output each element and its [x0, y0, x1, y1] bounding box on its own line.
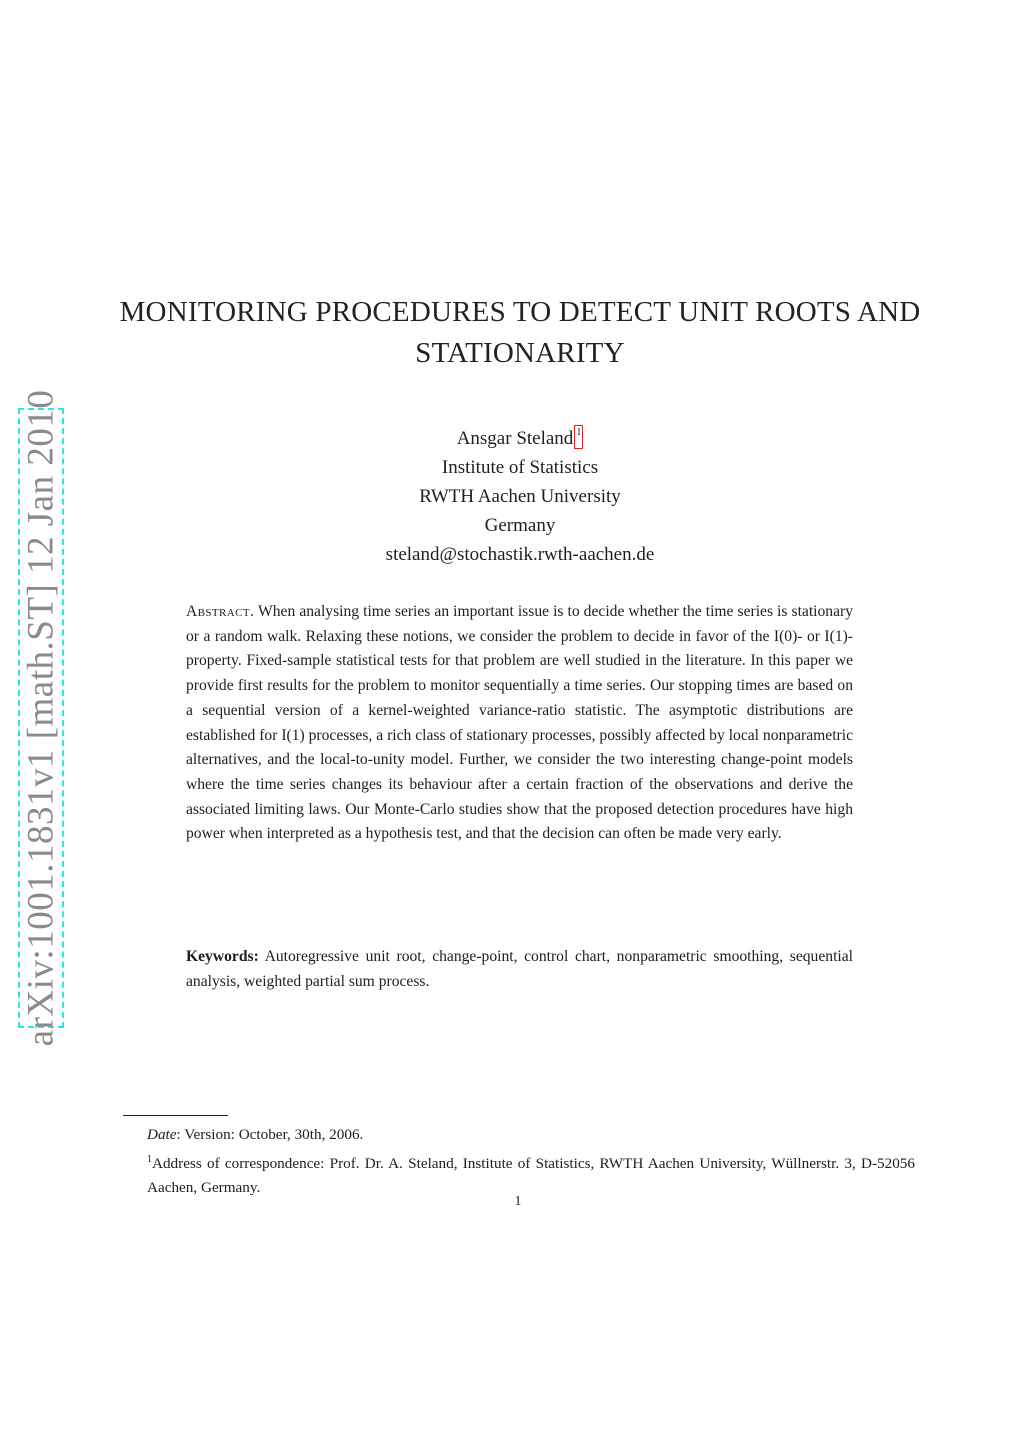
page-number: 1 [514, 1194, 522, 1209]
address-footnote-mark: 1 [147, 1153, 152, 1165]
footnote-link[interactable]: 1 [574, 425, 583, 449]
author-email: steland@stochastik.rwth-aachen.de [385, 544, 655, 565]
keywords-label: Keywords: [186, 948, 259, 965]
author-name: Ansgar Steland [456, 428, 574, 449]
footnote-rule [123, 1115, 228, 1116]
keywords-text: Autoregressive unit root, change-point, control chart, nonparametric smoothing, sequential analysis, weighted partial sum process. [186, 948, 853, 990]
author-country: Germany [484, 515, 556, 536]
keywords [186, 945, 853, 994]
date-text: : Version: October, 30th, 2006. [176, 1126, 364, 1143]
abstract [186, 600, 853, 847]
author-line [260, 424, 780, 453]
author-institute: Institute of Statistics [441, 457, 599, 478]
date-label: Date [147, 1126, 177, 1143]
address-text: Address of correspondence: Prof. Dr. A. Steland, Institute of Statistics, RWTH Aachen University, Wüllnerstr. 3, D-52056 Aachen, Germany. [147, 1154, 915, 1196]
author-university: RWTH Aachen University [419, 486, 621, 507]
date-footnote [123, 1123, 915, 1148]
footnotes [123, 1123, 915, 1201]
author-block [260, 424, 780, 569]
address-footnote [123, 1148, 915, 1201]
paper-title: MONITORING PROCEDURES TO DETECT UNIT ROOTS AND STATIONARITY [119, 296, 921, 369]
arxiv-stamp: arXiv:1001.1831v1 [math.ST] 12 Jan 2010 [20, 389, 62, 1047]
abstract-heading: Abstract. [186, 603, 255, 620]
abstract-body: When analysing time series an important issue is to decide whether the time series is stationary or a random walk. Relaxing these notions, we consider the problem to decide in favor of the I(0)- or I(1)-property. Fixed-sample statistical tests for that problem are well studied in the literature. In this paper we provide first results for the problem to monitor sequentially a time series. Our stopping times are based on a sequential version of a kernel-weighted variance-ratio statistic. The asymptotic distributions are established for I(1) processes, a rich class of stationary processes, possibly affected by local nonparametric alternatives, and the local-to-unity model. Further, we consider the two interesting change-point models where the time series changes its behaviour after a certain fraction of the observations and derive the associated limiting laws. Our Monte-Carlo studies show that the proposed detection procedures have high power when interpreted as a hypothesis test, and that the decision can often be made very early. [186, 603, 853, 843]
